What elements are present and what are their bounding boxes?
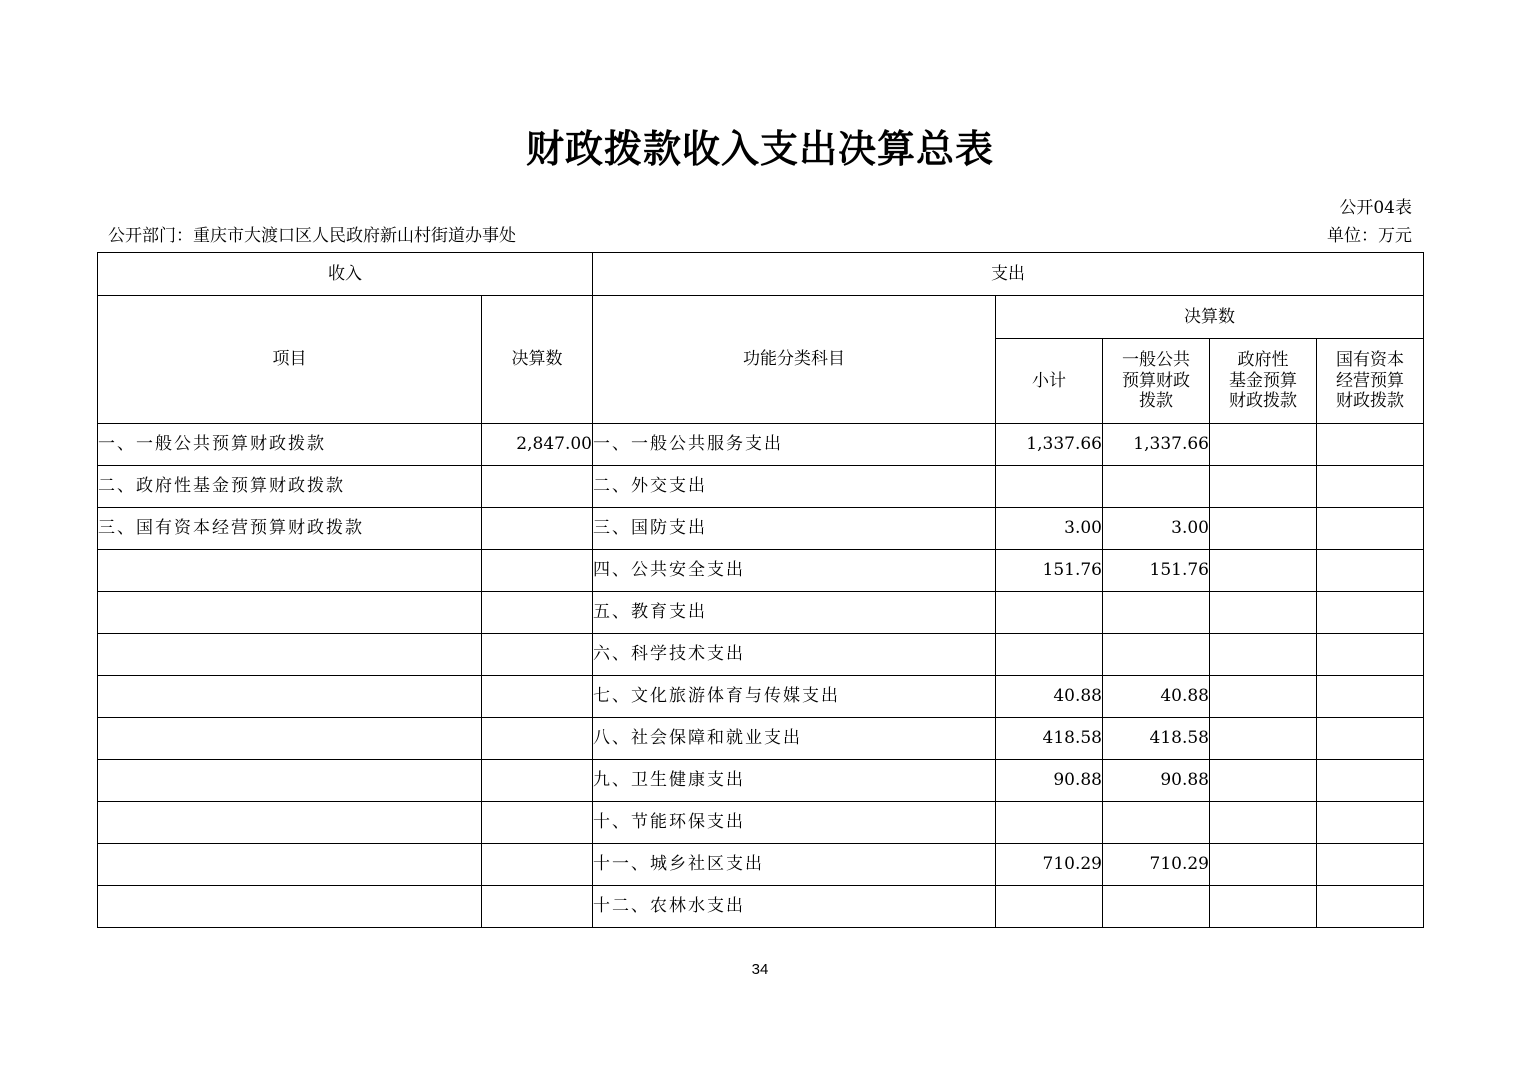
final-amount-header: 决算数 <box>996 296 1424 339</box>
expense-item-cell: 三、国防支出 <box>593 508 996 550</box>
expense-item-cell: 四、公共安全支出 <box>593 550 996 592</box>
unit-label: 单位：万元 <box>1327 226 1412 246</box>
income-header: 收入 <box>98 253 593 296</box>
soe-capital-cell <box>1317 718 1424 760</box>
income-item-cell <box>98 550 482 592</box>
gov-fund-cell <box>1210 634 1317 676</box>
income-amount-cell <box>482 844 593 886</box>
table-row <box>98 508 1424 550</box>
subtotal-cell: 90.88 <box>996 760 1103 802</box>
subtotal-cell <box>996 466 1103 508</box>
income-item-cell <box>98 634 482 676</box>
expense-item-cell: 十二、农林水支出 <box>593 886 996 928</box>
general-budget-cell: 418.58 <box>1103 718 1210 760</box>
item-header: 项目 <box>98 296 482 424</box>
general-budget-cell: 151.76 <box>1103 550 1210 592</box>
page-title: 财政拨款收入支出决算总表 <box>525 127 994 171</box>
soe-capital-cell <box>1317 550 1424 592</box>
subtotal-header: 小计 <box>996 339 1103 424</box>
header-row-2 <box>98 296 1424 339</box>
expense-header: 支出 <box>593 253 1424 296</box>
soe-capital-cell <box>1317 802 1424 844</box>
subtotal-cell: 710.29 <box>996 844 1103 886</box>
general-budget-cell: 710.29 <box>1103 844 1210 886</box>
budget-table <box>97 252 1424 928</box>
general-budget-header <box>1103 339 1210 424</box>
income-item-cell <box>98 760 482 802</box>
general-budget-cell: 3.00 <box>1103 508 1210 550</box>
general-budget-cell <box>1103 634 1210 676</box>
table-row <box>98 466 1424 508</box>
income-amount-cell <box>482 466 593 508</box>
form-number: 公开04表 <box>1339 198 1412 218</box>
gov-fund-header-line: 财政拨款 <box>1229 391 1297 412</box>
soe-capital-header-line: 经营预算 <box>1336 370 1404 391</box>
table-row <box>98 634 1424 676</box>
income-item-cell <box>98 844 482 886</box>
gov-fund-cell <box>1210 886 1317 928</box>
gov-fund-cell <box>1210 508 1317 550</box>
expense-item-cell: 一、一般公共服务支出 <box>593 424 996 466</box>
expense-item-cell: 二、外交支出 <box>593 466 996 508</box>
general-budget-cell <box>1103 802 1210 844</box>
gov-fund-header <box>1210 339 1317 424</box>
soe-capital-cell <box>1317 466 1424 508</box>
general-budget-cell <box>1103 886 1210 928</box>
soe-capital-header-line: 国有资本 <box>1336 350 1404 371</box>
income-item-cell <box>98 592 482 634</box>
general-budget-cell <box>1103 592 1210 634</box>
income-amount-cell <box>482 634 593 676</box>
income-amount-cell <box>482 802 593 844</box>
income-amount-cell <box>482 718 593 760</box>
header-row-1 <box>98 253 1424 296</box>
gov-fund-header-line: 基金预算 <box>1229 370 1297 391</box>
subtotal-cell: 418.58 <box>996 718 1103 760</box>
gov-fund-cell <box>1210 592 1317 634</box>
income-item-cell <box>98 676 482 718</box>
soe-capital-cell <box>1317 676 1424 718</box>
table-row <box>98 760 1424 802</box>
table-row <box>98 886 1424 928</box>
table-row <box>98 424 1424 466</box>
subtotal-cell: 3.00 <box>996 508 1103 550</box>
general-budget-cell: 40.88 <box>1103 676 1210 718</box>
general-budget-header-line: 预算财政 <box>1122 370 1190 391</box>
income-item-cell: 一、一般公共预算财政拨款 <box>98 424 482 466</box>
income-item-cell <box>98 718 482 760</box>
expense-item-cell: 六、科学技术支出 <box>593 634 996 676</box>
table-row <box>98 802 1424 844</box>
soe-capital-cell <box>1317 592 1424 634</box>
income-item-cell: 二、政府性基金预算财政拨款 <box>98 466 482 508</box>
subtotal-cell: 40.88 <box>996 676 1103 718</box>
expense-item-cell: 九、卫生健康支出 <box>593 760 996 802</box>
page-number: 34 <box>751 961 769 978</box>
gov-fund-cell <box>1210 424 1317 466</box>
table-row <box>98 592 1424 634</box>
subtotal-cell <box>996 634 1103 676</box>
income-amount-cell <box>482 886 593 928</box>
function-subject-header: 功能分类科目 <box>593 296 996 424</box>
soe-capital-cell <box>1317 886 1424 928</box>
soe-capital-cell <box>1317 508 1424 550</box>
subtotal-cell <box>996 592 1103 634</box>
soe-capital-header-line: 财政拨款 <box>1336 391 1404 412</box>
income-item-cell: 三、国有资本经营预算财政拨款 <box>98 508 482 550</box>
table-row <box>98 844 1424 886</box>
income-amount-cell <box>482 592 593 634</box>
income-amount-cell <box>482 676 593 718</box>
gov-fund-cell <box>1210 676 1317 718</box>
subtotal-cell <box>996 886 1103 928</box>
soe-capital-cell <box>1317 844 1424 886</box>
expense-item-cell: 十一、城乡社区支出 <box>593 844 996 886</box>
table-row <box>98 676 1424 718</box>
gov-fund-cell <box>1210 466 1317 508</box>
soe-capital-cell <box>1317 634 1424 676</box>
general-budget-header-line: 一般公共 <box>1122 350 1190 371</box>
subtotal-cell: 1,337.66 <box>996 424 1103 466</box>
income-item-cell <box>98 802 482 844</box>
income-amount-cell: 2,847.00 <box>482 424 593 466</box>
general-budget-cell <box>1103 466 1210 508</box>
soe-capital-cell <box>1317 424 1424 466</box>
gov-fund-cell <box>1210 550 1317 592</box>
subtotal-cell: 151.76 <box>996 550 1103 592</box>
income-item-cell <box>98 886 482 928</box>
department-label: 公开部门：重庆市大渡口区人民政府新山村街道办事处 <box>108 226 516 246</box>
gov-fund-cell <box>1210 802 1317 844</box>
subtotal-cell <box>996 802 1103 844</box>
income-amount-cell <box>482 760 593 802</box>
table-row <box>98 718 1424 760</box>
expense-item-cell: 八、社会保障和就业支出 <box>593 718 996 760</box>
gov-fund-cell <box>1210 718 1317 760</box>
table-row <box>98 550 1424 592</box>
income-amount-cell <box>482 508 593 550</box>
soe-capital-header <box>1317 339 1424 424</box>
expense-item-cell: 七、文化旅游体育与传媒支出 <box>593 676 996 718</box>
general-budget-header-line: 拨款 <box>1139 391 1173 412</box>
gov-fund-cell <box>1210 844 1317 886</box>
amount-header: 决算数 <box>482 296 593 424</box>
general-budget-cell: 1,337.66 <box>1103 424 1210 466</box>
soe-capital-cell <box>1317 760 1424 802</box>
expense-item-cell: 五、教育支出 <box>593 592 996 634</box>
expense-item-cell: 十、节能环保支出 <box>593 802 996 844</box>
gov-fund-cell <box>1210 760 1317 802</box>
income-amount-cell <box>482 550 593 592</box>
general-budget-cell: 90.88 <box>1103 760 1210 802</box>
gov-fund-header-line: 政府性 <box>1237 350 1289 371</box>
